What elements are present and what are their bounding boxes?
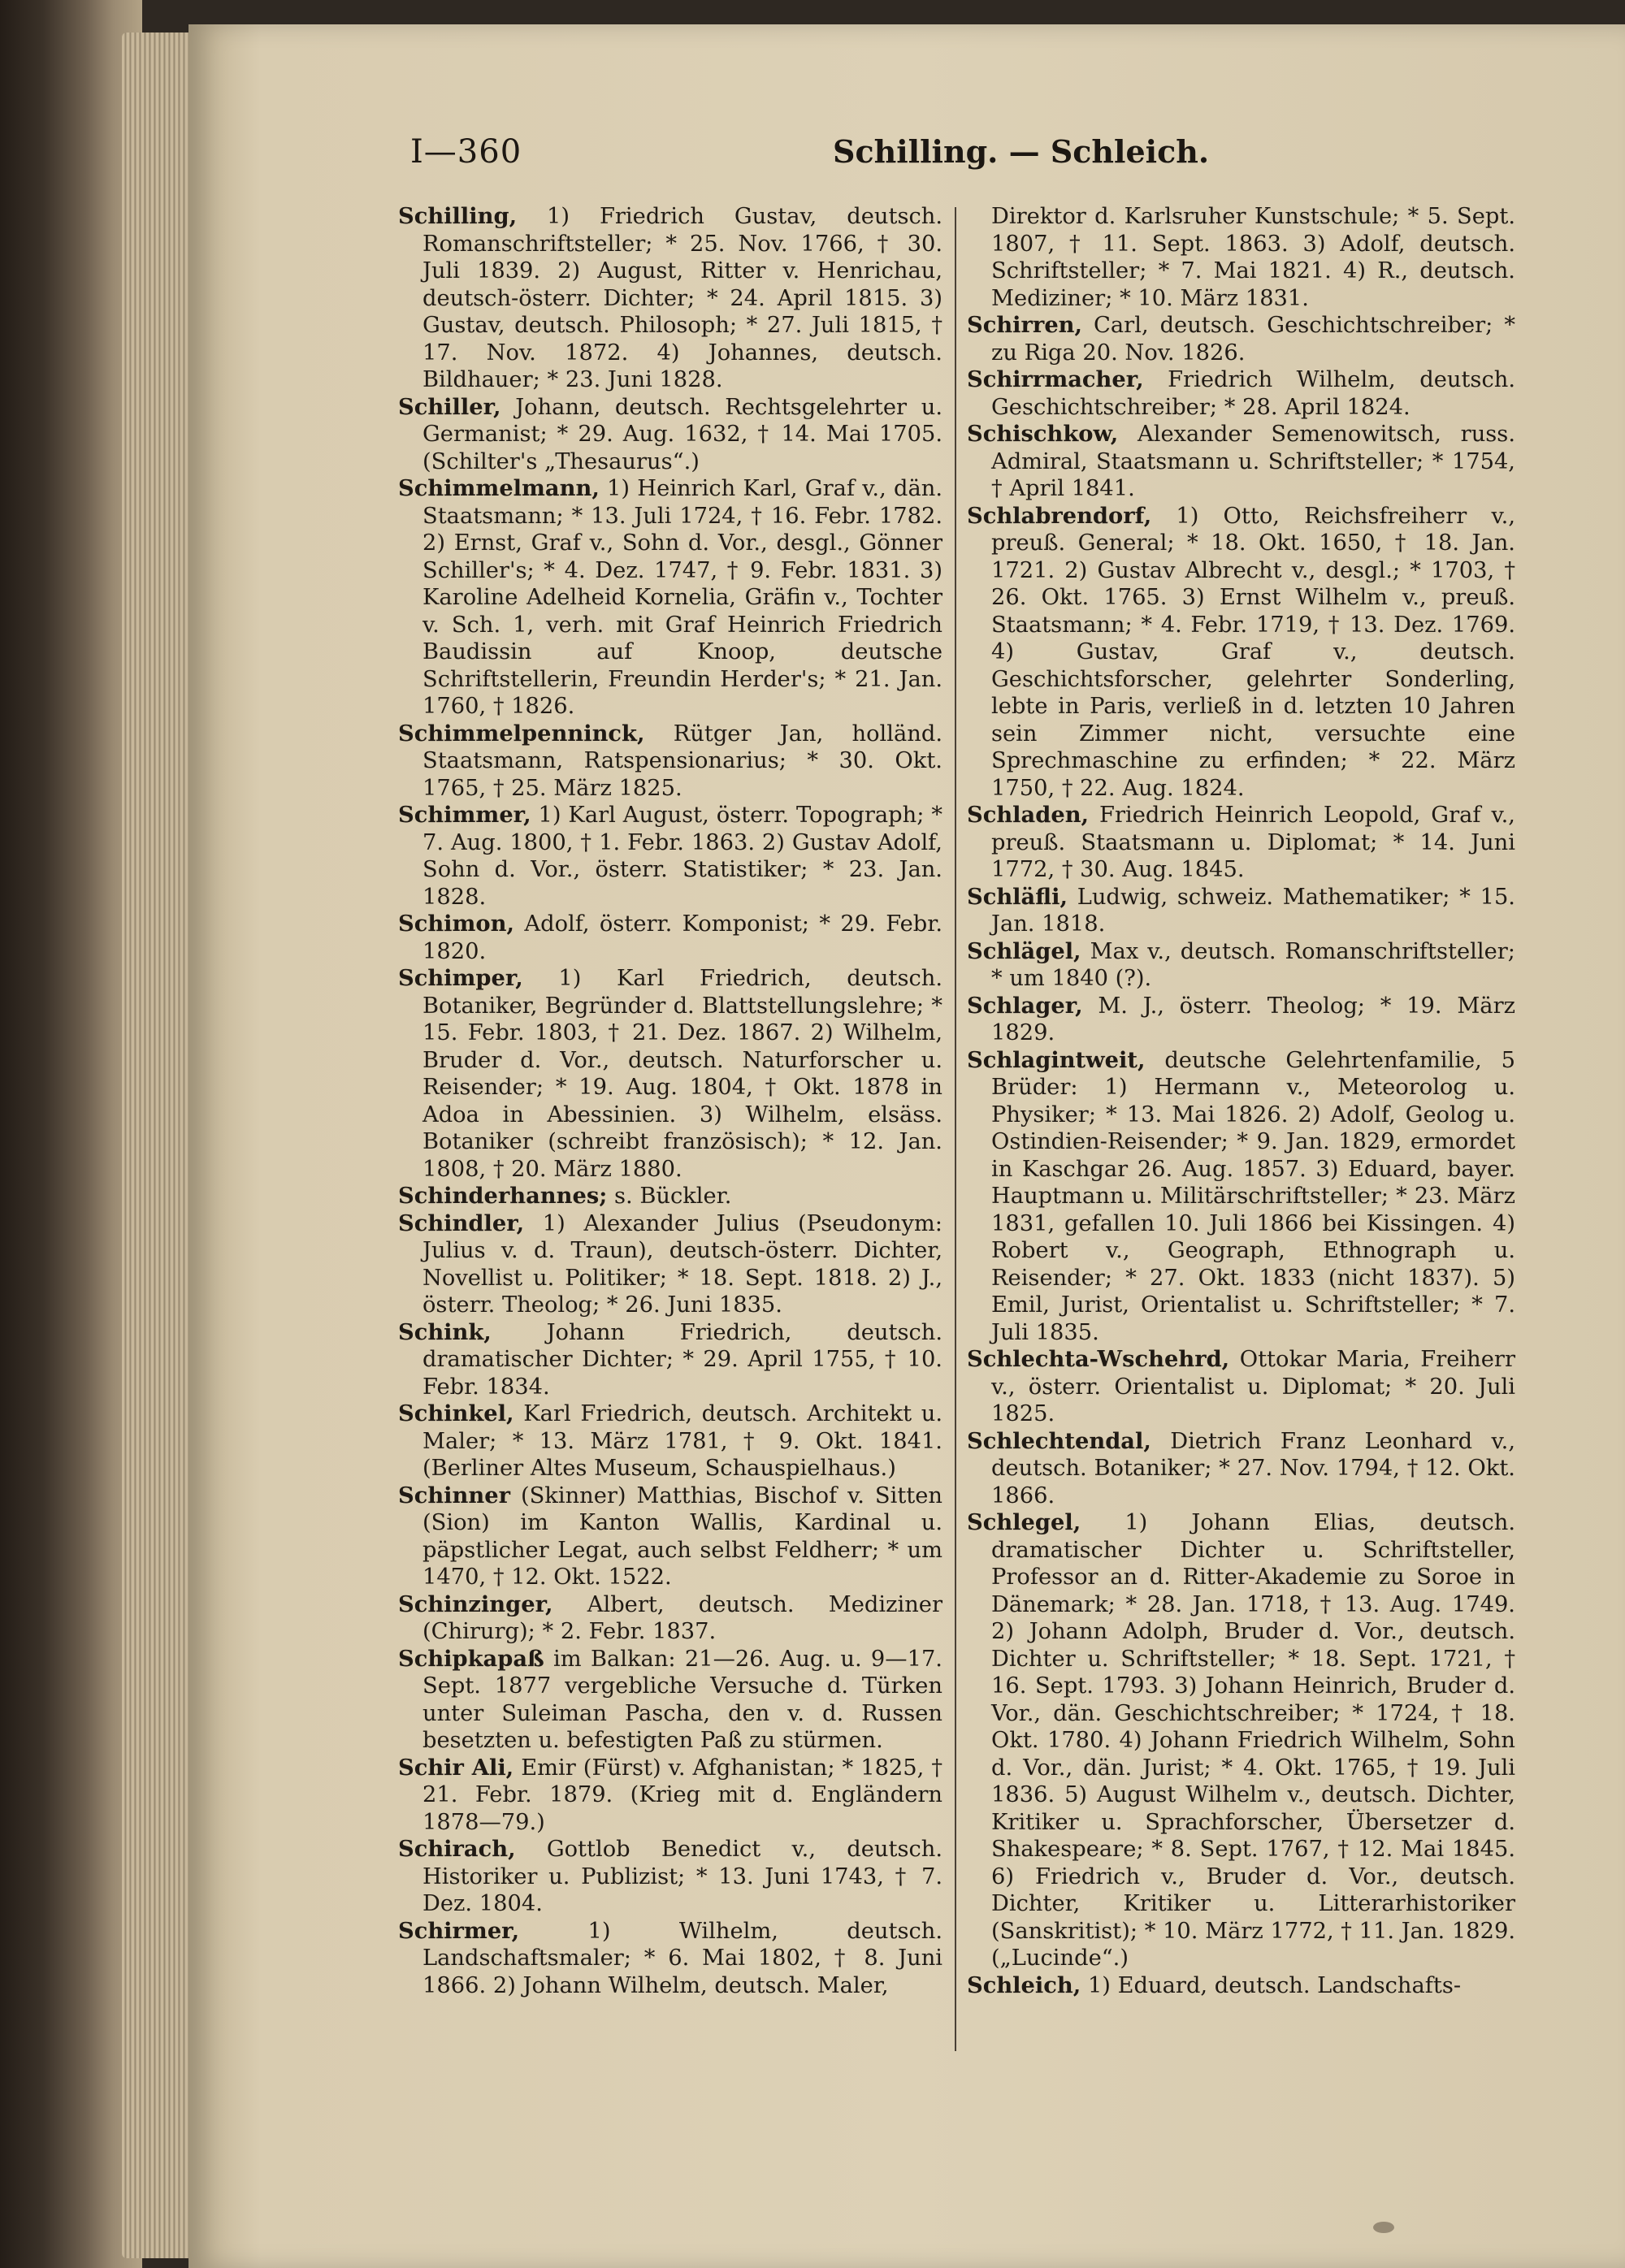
entry-headword: Schimper, <box>398 965 523 991</box>
entry-text: 1) Karl August, österr. Topograph; * 7. Aug. 1800, † 1. Febr. 1863. 2) Gustav Adolf, Sohn d. Vor., österr. Statistiker; * 23. Jan. 1828. <box>422 803 942 910</box>
entry-headword: Schläfli, <box>967 883 1068 910</box>
left-column <box>398 203 942 1999</box>
dictionary-entry <box>398 1918 942 2000</box>
entry-text: Emir (Fürst) v. Afghanistan; * 1825, † 21. Febr. 1879. (Krieg mit d. Engländern 1878—79.) <box>422 1755 943 1835</box>
dictionary-entry <box>398 965 942 1183</box>
dictionary-entry <box>967 993 1515 1047</box>
dictionary-entry <box>398 1400 942 1482</box>
entry-text: 1) Eduard, deutsch. Landschafts- <box>1081 1972 1462 1998</box>
entry-text: Ludwig, schweiz. Mathematiker; * 15. Jan. 1818. <box>991 884 1515 937</box>
dictionary-entry <box>967 1428 1515 1510</box>
dictionary-entry <box>967 203 1515 312</box>
dictionary-entry <box>967 1346 1515 1428</box>
dictionary-entry <box>398 1591 942 1646</box>
page-number: I—360 <box>410 133 522 171</box>
entry-text: deutsche Gelehrtenfamilie, 5 Brüder: 1) Hermann v., Meteorolog u. Physiker; * 13. Mai 1826. 2) Adolf, Geolog u. Ostindien-Reisender; * 9. Jan. 1829, ermordet in Kaschgar 26. Aug. 1857. 3) Eduard, bayer. Hauptmann u. Militärschriftsteller; * 23. März 1831, gefallen 10. Juli 1866 bei Kissingen. 4) Robert v., Geograph, Ethnograph u. Reisender; * 27. Okt. 1833 (nicht 1837). 5) Emil, Jurist, Orientalist u. Schriftsteller; * 7. Juli 1835. <box>991 1047 1515 1345</box>
entry-text: Johann Friedrich, deutsch. dramatischer Dichter; * 29. April 1755, † 10. Febr. 1834. <box>422 1319 942 1400</box>
entry-text: 1) Heinrich Karl, Graf v., dän. Staatsmann; * 13. Juli 1724, † 16. Febr. 1782. 2) Ernst, Graf v., Sohn d. Vor., desgl., Gönner Schiller's; * 4. Dez. 1747, † 9. Febr. 1831. 3) Karoline Adelheid Kornelia, Gräfin v., Tochter v. Sch. 1, verh. mit Graf Heinrich Friedrich Baudissin auf Knoop, deutsche Schriftstellerin, Freundin Herder's; * 21. Jan. 1760, † 1826. <box>422 476 942 719</box>
entry-headword: Schimmer, <box>398 802 531 828</box>
entry-text: Ottokar Maria, Freiherr v., österr. Orientalist u. Diplomat; * 20. Juli 1825. <box>991 1347 1515 1426</box>
dictionary-entry <box>967 938 1515 993</box>
entry-headword: Schlechta-Wschehrd, <box>967 1346 1230 1372</box>
page-edges <box>122 32 195 2258</box>
entry-text: Adolf, österr. Komponist; * 29. Febr. 1820. <box>422 911 942 964</box>
entry-headword: Schindler, <box>398 1210 525 1236</box>
entry-text: Carl, deutsch. Geschichtschreiber; * zu Riga 20. Nov. 1826. <box>991 313 1515 366</box>
entry-text: 1) Johann Elias, deutsch. dramatischer Dichter u. Schriftsteller, Professor an d. Ritter-Akademie zu Soroe in Dänemark; * 28. Jan. 1718, † 13. Aug. 1749. 2) Johann Adolph, Bruder d. Vor., deutsch. Dichter u. Schriftsteller; * 18. Sept. 1721, † 16. Sept. 1793. 3) Johann Heinrich, Bruder d. Vor., dän. Geschichtschreiber; * 1724, † 18. Okt. 1780. 4) Johann Friedrich Wilhelm, Sohn d. Vor., dän. Jurist; * 4. Okt. 1765, † 19. Juli 1836. 5) August Wilhelm v., deutsch. Dichter, Kritiker u. Sprachforscher, Übersetzer d. Shakespeare; * 8. Sept. 1767, † 12. Mai 1845. 6) Friedrich v., Bruder d. Vor., deutsch. Dichter, Kritiker u. Litterarhistoriker (Sanskritist); * 10. März 1772, † 11. Jan. 1829. („Lucinde“.) <box>991 1510 1516 1971</box>
entry-headword: Schlägel, <box>967 937 1081 964</box>
entry-text: s. Bückler. <box>607 1184 732 1209</box>
dictionary-entry <box>398 1646 942 1755</box>
entry-headword: Schimmelpenninck, <box>398 720 645 747</box>
dictionary-entry <box>398 475 942 721</box>
dictionary-entry <box>967 802 1515 884</box>
dictionary-entry <box>967 312 1515 366</box>
page-header <box>410 130 1515 179</box>
dictionary-entry <box>398 802 942 911</box>
entry-headword: Schladen, <box>967 802 1090 828</box>
entry-headword: Schinzinger, <box>398 1591 553 1617</box>
dictionary-entry <box>398 1836 942 1918</box>
entry-headword: Schirren, <box>967 312 1083 338</box>
entry-headword: Schleich, <box>967 1972 1081 1998</box>
entry-headword: Schlechtendal, <box>967 1427 1151 1454</box>
entry-text: Karl Friedrich, deutsch. Architekt u. Maler; * 13. März 1781, † 9. Okt. 1841. (Berliner Altes Museum, Schauspielhaus.) <box>422 1401 942 1481</box>
entry-headword: Schimon, <box>398 911 514 937</box>
dictionary-entry <box>967 421 1515 503</box>
dictionary-entry <box>967 503 1515 803</box>
entry-headword: Schiller, <box>398 393 501 420</box>
entry-text: Gottlob Benedict v., deutsch. Historiker u. Publizist; * 13. Juni 1743, † 7. Dez. 1804. <box>422 1837 942 1916</box>
dictionary-entry <box>398 911 942 965</box>
running-title: Schilling. — Schleich. <box>833 133 1210 170</box>
entry-headword: Schilling, <box>398 203 518 229</box>
entry-headword: Schimmelmann, <box>398 475 600 501</box>
entry-text: 1) Wilhelm, deutsch. Landschaftsmaler; * 6. Mai 1802, † 8. Juni 1866. 2) Johann Wilhelm, deutsch. Maler, <box>422 1918 942 1998</box>
dictionary-entry <box>398 203 942 394</box>
entry-text: 1) Friedrich Gustav, deutsch. Romanschriftsteller; * 25. Nov. 1766, † 30. Juli 1839. 2) August, Ritter v. Henrichau, deutsch-österr. Dichter; * 24. April 1815. 3) Gustav, deutsch. Philosoph; * 27. Juli 1815, † 17. Nov. 1872. 4) Johannes, deutsch. Bildhauer; * 23. Juni 1828. <box>422 204 942 392</box>
dictionary-entry <box>398 1482 942 1591</box>
dictionary-entry <box>967 1972 1515 2000</box>
entry-headword: Schinner <box>398 1482 510 1508</box>
entry-text: Direktor d. Karlsruher Kunstschule; * 5. Sept. 1807, † 11. Sept. 1863. 3) Adolf, deutsch. Schriftsteller; * 7. Mai 1821. 4) R., deutsch. Mediziner; * 10. März 1831. <box>991 204 1515 311</box>
entry-text: 1) Otto, Reichsfreiherr v., preuß. General; * 18. Okt. 1650, † 18. Jan. 1721. 2) Gustav Albrecht v., desgl.; * 1703, † 26. Okt. 1765. 3) Ernst Wilhelm v., preuß. Staatsmann; * 4. Febr. 1719, † 13. Dez. 1769. 4) Gustav, Graf v., deutsch. Geschichtsforscher, gelehrter Sonderling, lebte in Paris, verließ in d. letzten 10 Jahren sein Zimmer nicht, versuchte eine Sprechmaschine zu erfinden; * 22. März 1750, † 22. Aug. 1824. <box>991 503 1515 801</box>
book-spine <box>0 0 142 2268</box>
entry-text: Friedrich Wilhelm, deutsch. Geschichtschreiber; * 28. April 1824. <box>991 367 1515 420</box>
paper-stain <box>1373 2222 1394 2233</box>
entry-headword: Schir Ali, <box>398 1754 514 1781</box>
entry-text: Alexander Semenowitsch, russ. Admiral, Staatsmann u. Schriftsteller; * 1754, † April 1841. <box>991 422 1515 501</box>
entry-text: Johann, deutsch. Rechtsgelehrter u. Germanist; * 29. Aug. 1632, † 14. Mai 1705. (Schilter's „Thesaurus“.) <box>422 394 942 474</box>
entry-headword: Schinderhannes; <box>398 1183 608 1209</box>
dictionary-entry <box>398 1210 942 1319</box>
entry-text: Dietrich Franz Leonhard v., deutsch. Botaniker; * 27. Nov. 1794, † 12. Okt. 1866. <box>991 1428 1515 1508</box>
dictionary-entry <box>398 1755 942 1837</box>
column-divider <box>955 207 956 2051</box>
dictionary-entry <box>398 394 942 476</box>
entry-text: im Balkan: 21—26. Aug. u. 9—17. Sept. 1877 vergebliche Versuche d. Türken unter Suleiman Pascha, den v. d. Russen besetzten u. befestigten Paß zu stürmen. <box>422 1646 942 1753</box>
dictionary-entry <box>398 721 942 803</box>
entry-headword: Schlabrendorf, <box>967 502 1152 529</box>
right-column <box>967 203 1515 1999</box>
entry-headword: Schlager, <box>967 992 1083 1019</box>
entry-headword: Schipkapaß <box>398 1645 544 1672</box>
entry-text: 1) Karl Friedrich, deutsch. Botaniker, Begründer d. Blattstellungslehre; * 15. Febr. 1803, † 21. Dez. 1867. 2) Wilhelm, Bruder d. Vor., deutsch. Naturforscher u. Reisender; * 19. Aug. 1804, † Okt. 1878 in Adoa in Abessinien. 3) Wilhelm, elsäss. Botaniker (schreibt französisch); * 12. Jan. 1808, † 20. März 1880. <box>422 966 942 1182</box>
entry-text: (Skinner) Matthias, Bischof v. Sitten (Sion) im Kanton Wallis, Kardinal u. päpstlicher Legat, auch selbst Feldherr; * um 1470, † 12. Okt. 1522. <box>422 1482 942 1590</box>
dictionary-entry <box>398 1319 942 1401</box>
dictionary-entry <box>967 1509 1515 1972</box>
dictionary-entry <box>967 884 1515 938</box>
entry-headword: Schinkel, <box>398 1400 514 1426</box>
entry-text: M. J., österr. Theolog; * 19. März 1829. <box>991 993 1515 1045</box>
dictionary-entry <box>967 1047 1515 1347</box>
entry-text: Max v., deutsch. Romanschriftsteller; * um 1840 (?). <box>991 938 1515 991</box>
entry-headword: Schirach, <box>398 1836 516 1862</box>
dictionary-entry <box>398 1183 942 1210</box>
entry-headword: Schischkow, <box>967 421 1119 447</box>
entry-headword: Schirrmacher, <box>967 366 1144 392</box>
entry-text: 1) Alexander Julius (Pseudonym: Julius v. d. Traun), deutsch-österr. Dichter, Novellist u. Politiker; * 18. Sept. 1818. 2) J., österr. Theolog; * 26. Juni 1835. <box>422 1210 942 1318</box>
dictionary-entry <box>967 366 1515 421</box>
entry-headword: Schink, <box>398 1318 492 1345</box>
entry-text: Friedrich Heinrich Leopold, Graf v., preuß. Staatsmann u. Diplomat; * 14. Juni 1772, † 30. Aug. 1845. <box>991 803 1515 882</box>
entry-text: Rütger Jan, holländ. Staatsmann, Ratspensionarius; * 30. Okt. 1765, † 25. März 1825. <box>422 721 942 801</box>
entry-headword: Schlagintweit, <box>967 1046 1146 1073</box>
entry-headword: Schirmer, <box>398 1917 520 1944</box>
entry-text: Albert, deutsch. Mediziner (Chirurg); * 2. Febr. 1837. <box>422 1591 942 1644</box>
entry-headword: Schlegel, <box>967 1509 1081 1535</box>
